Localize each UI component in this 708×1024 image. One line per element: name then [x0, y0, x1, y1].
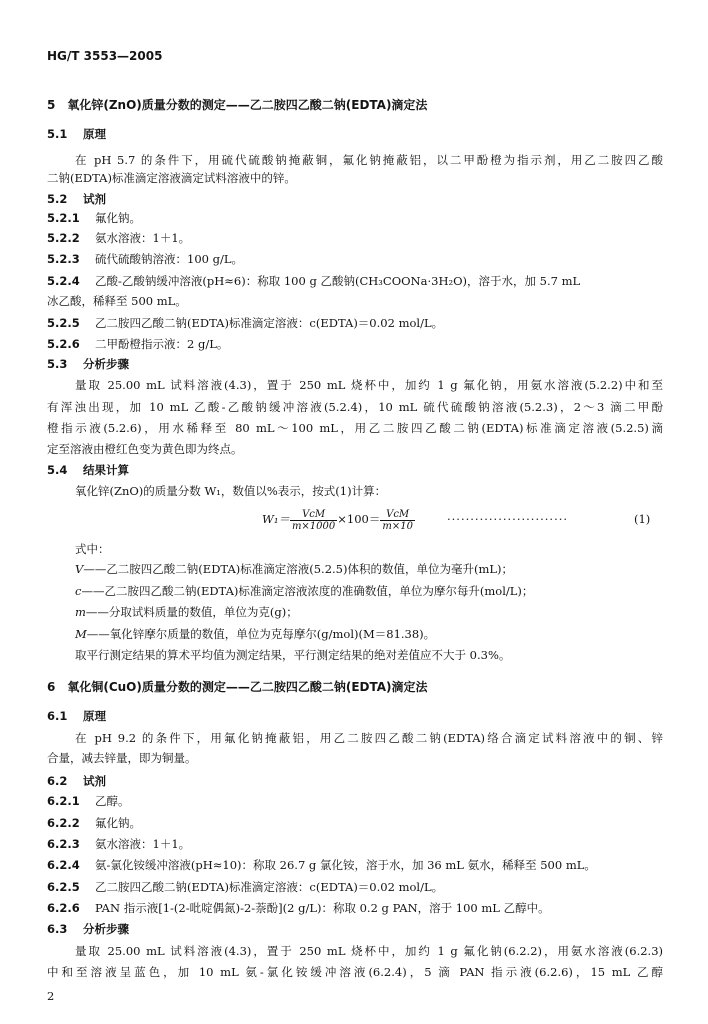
paragraph-line: 中和至溶液呈蓝色，加 10 mL 氨-氯化铵缓冲溶液(6.2.4)，5 滴 PAN 指示液(6.2.6)，15 mL 乙醇 — [47, 965, 663, 979]
subsection-number: 5.2 — [47, 192, 68, 206]
list-item — [47, 900, 550, 916]
item-number: 6.2.3 — [47, 837, 80, 851]
variable-symbol: M — [75, 627, 87, 641]
item-text: 氟化钠。 — [95, 816, 141, 830]
variable-text: ——分取试料质量的数值，单位为克(g)； — [85, 605, 298, 619]
item-text: 硫代硫酸钠溶液：100 g/L。 — [95, 252, 243, 266]
subsection-5-2 — [47, 191, 106, 207]
item-number: 5.2.3 — [47, 252, 80, 266]
list-item — [47, 230, 190, 246]
list-item — [47, 793, 130, 809]
subsection-title: 试剂 — [83, 192, 106, 206]
item-number: 5.2.5 — [47, 316, 80, 330]
variable-symbol: V — [75, 562, 84, 576]
formula-fraction-2 — [380, 509, 415, 532]
item-text: 氨水溶液：1＋1。 — [95, 231, 191, 245]
variable-definition — [75, 583, 533, 599]
paragraph-line: 量取 25.00 mL 试料溶液(4.3)，置于 250 mL 烧杯中，加约 1 g 氟化钠(6.2.2)，用氨水溶液(6.2.3) — [75, 944, 663, 958]
formula-middle: ×100＝ — [337, 512, 381, 526]
subsection-title: 原理 — [83, 127, 106, 141]
subsection-5-3 — [47, 356, 129, 372]
subsection-number: 5.1 — [47, 127, 68, 141]
variable-text: ——氧化锌摩尔质量的数值，单位为克每摩尔(g/mol)(M＝81.38)。 — [86, 627, 436, 641]
item-text: 乙二胺四乙酸二钠(EDTA)标准滴定溶液：c(EDTA)＝0.02 mol/L。 — [95, 880, 444, 894]
variable-symbol: c — [75, 584, 82, 598]
subsection-number: 6.3 — [47, 922, 68, 936]
list-item — [47, 857, 596, 873]
item-number: 5.2.2 — [47, 231, 80, 245]
formula-fraction-1 — [290, 509, 337, 532]
subsection-number: 5.3 — [47, 357, 68, 371]
standard-code: HG/T 3553—2005 — [47, 49, 163, 63]
item-text: 乙酸-乙酸钠缓冲溶液(pH≈6)：称取 100 g 乙酸钠(CH₃COONa·3H₂O)，溶于水，加 5.7 mL — [95, 274, 581, 288]
formula-leader-dots: ·························· — [447, 512, 569, 526]
list-item — [47, 879, 443, 895]
list-item — [47, 273, 580, 289]
subsection-6-3 — [47, 921, 129, 937]
subsection-title: 原理 — [83, 709, 106, 723]
paragraph-line: 在 pH 5.7 的条件下，用硫代硫酸钠掩蔽铜，氟化钠掩蔽铝，以二甲酚橙为指示剂，用乙二胺四乙酸 — [75, 153, 663, 167]
where-label: 式中： — [75, 542, 110, 556]
variable-text: ——乙二胺四乙酸二钠(EDTA)标准滴定溶液浓度的准确数值，单位为摩尔每升(mol/L)； — [81, 584, 534, 598]
list-item — [47, 210, 141, 226]
list-item — [47, 836, 190, 852]
item-number: 5.2.4 — [47, 274, 80, 288]
fraction-denominator: m×10 — [382, 520, 413, 532]
paragraph-line: 有浑浊出现，加 10 mL 乙酸-乙酸钠缓冲溶液(5.2.4)，10 mL 硫代硫酸钠溶液(5.2.3)，2～3 滴二甲酚 — [47, 400, 663, 414]
item-number: 6.2.2 — [47, 816, 80, 830]
formula-1 — [262, 508, 415, 532]
list-item-continuation: 冰乙酸，稀释至 500 mL。 — [47, 294, 187, 308]
subsection-number: 5.4 — [47, 463, 68, 477]
item-number: 5.2.1 — [47, 211, 80, 225]
item-text: 氨水溶液：1＋1。 — [95, 837, 191, 851]
subsection-6-2 — [47, 773, 106, 789]
item-text: 氟化钠。 — [95, 211, 141, 225]
item-number: 6.2.5 — [47, 880, 80, 894]
subsection-title: 分析步骤 — [83, 922, 129, 936]
variable-definition — [75, 561, 513, 577]
formula-lhs: W₁＝ — [262, 512, 290, 526]
list-item — [47, 815, 141, 831]
subsection-number: 6.1 — [47, 709, 68, 723]
list-item — [47, 315, 443, 331]
variable-symbol: m — [75, 605, 86, 619]
item-text: 二甲酚橙指示液：2 g/L。 — [95, 337, 229, 351]
variable-definition — [75, 626, 435, 642]
list-item — [47, 336, 228, 352]
paragraph-line: 取平行测定结果的算术平均值为测定结果，平行测定结果的绝对差值应不大于 0.3%。 — [75, 648, 511, 662]
subsection-title: 分析步骤 — [83, 357, 129, 371]
paragraph-line: 二钠(EDTA)标准滴定溶液滴定试料溶液中的锌。 — [47, 171, 296, 185]
item-text: 乙二胺四乙酸二钠(EDTA)标准滴定溶液：c(EDTA)＝0.02 mol/L。 — [95, 316, 444, 330]
section-5-heading: 5 氧化锌(ZnO)质量分数的测定——乙二胺四乙酸二钠(EDTA)滴定法 — [47, 98, 428, 112]
fraction-numerator: VcM — [380, 509, 415, 521]
list-item — [47, 251, 243, 267]
item-number: 6.2.6 — [47, 901, 80, 915]
paragraph-line: 氧化锌(ZnO)的质量分数 W₁，数值以%表示，按式(1)计算： — [75, 484, 387, 498]
subsection-6-1 — [47, 708, 106, 724]
item-number: 6.2.4 — [47, 858, 80, 872]
item-number: 5.2.6 — [47, 337, 80, 351]
paragraph-line: 定至溶液由橙红色变为黄色即为终点。 — [47, 442, 243, 456]
item-number: 6.2.1 — [47, 794, 80, 808]
paragraph-line: 橙指示液(5.2.6)，用水稀释至 80 mL～100 mL，用乙二胺四乙酸二钠(EDTA)标准滴定溶液(5.2.5)滴 — [47, 421, 663, 435]
subsection-title: 试剂 — [83, 774, 106, 788]
item-text: 乙醇。 — [95, 794, 130, 808]
subsection-5-4 — [47, 462, 129, 478]
paragraph-line: 合量，减去锌量，即为铜量。 — [47, 751, 197, 765]
page-number: 2 — [47, 989, 55, 1003]
fraction-numerator: VcM — [290, 509, 337, 521]
subsection-title: 结果计算 — [83, 463, 129, 477]
variable-definition — [75, 604, 298, 620]
item-text: PAN 指示液[1-(2-吡啶偶氮)-2-萘酚](2 g/L)：称取 0.2 g PAN，溶于 100 mL 乙醇中。 — [95, 901, 550, 915]
subsection-5-1 — [47, 126, 106, 142]
paragraph-line: 量取 25.00 mL 试料溶液(4.3)，置于 250 mL 烧杯中，加约 1 g 氟化钠，用氨水溶液(5.2.2)中和至 — [75, 378, 663, 392]
paragraph-line: 在 pH 9.2 的条件下，用氟化钠掩蔽铝，用乙二胺四乙酸二钠(EDTA)络合滴定试料溶液中的铜、锌 — [75, 731, 663, 745]
subsection-number: 6.2 — [47, 774, 68, 788]
item-text: 氨-氯化铵缓冲溶液(pH≈10)：称取 26.7 g 氯化铵，溶于水，加 36 mL 氨水，稀释至 500 mL。 — [95, 858, 596, 872]
fraction-denominator: m×1000 — [291, 520, 336, 532]
formula-label: (1) — [634, 512, 651, 526]
section-6-heading: 6 氧化铜(CuO)质量分数的测定——乙二胺四乙酸二钠(EDTA)滴定法 — [47, 680, 428, 694]
variable-text: ——乙二胺四乙酸二钠(EDTA)标准滴定溶液(5.2.5)体积的数值，单位为毫升(mL)； — [83, 562, 513, 576]
